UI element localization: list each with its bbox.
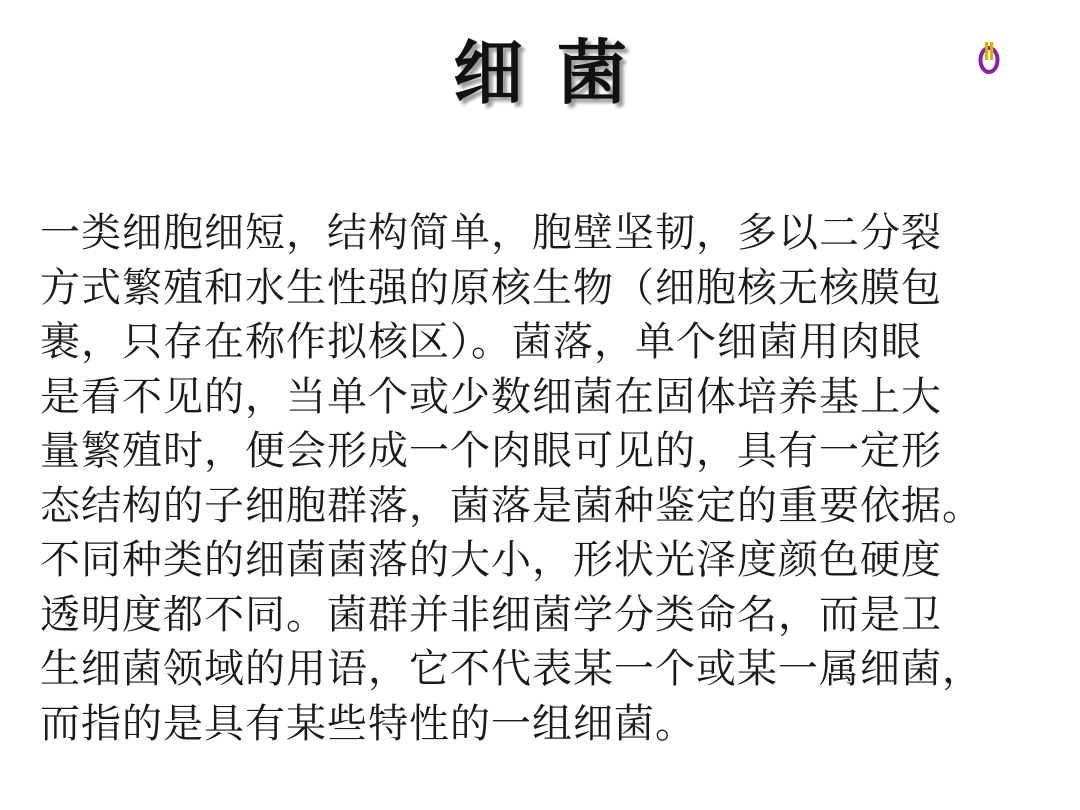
body-line: 透明度都不同。菌群并非细菌学分类命名，而是卫 <box>40 591 942 638</box>
slide-title: 细菌 <box>453 32 661 114</box>
body-line: 生细菌领域的用语，它不代表某一个或某一属细菌， <box>40 646 983 692</box>
body-paragraph <box>40 206 1040 751</box>
body-line: 裹，只存在称作拟核区）。菌落，单个细菌用肉眼 <box>40 319 922 365</box>
body-line: 方式繁殖和水生性强的原核生物（细胞核无核膜包 <box>40 264 942 311</box>
body-line: 是看不见的，当单个或少数细菌在固体培养基上大 <box>40 373 942 420</box>
body-line: 态结构的子细胞群落，菌落是菌种鉴定的重要依据。 <box>40 482 983 529</box>
action-button-icon[interactable] <box>975 38 1003 76</box>
body-line: 一类细胞细短，结构简单，胞壁坚韧，多以二分裂 <box>40 210 942 256</box>
body-line: 不同种类的细菌菌落的大小，形状光泽度颜色硬度 <box>40 537 942 583</box>
body-line: 而指的是具有某些特性的一组细菌。 <box>40 700 696 747</box>
body-line: 量繁殖时，便会形成一个肉眼可见的，具有一定形 <box>40 428 942 474</box>
